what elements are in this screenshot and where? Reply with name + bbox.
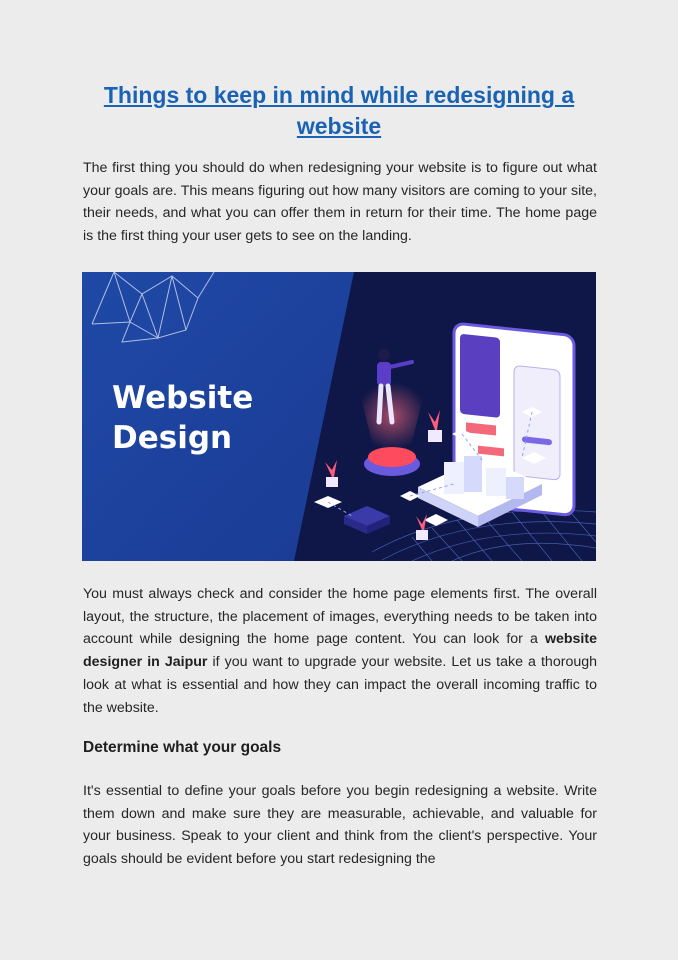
banner-line-1: Website	[112, 380, 254, 416]
banner-heading	[112, 378, 253, 458]
body-text-after-link: if you want to upgrade your website. Let us take a thorough look at what is essential and how they can impact the overall incoming traffic to the website.	[83, 654, 598, 716]
section-heading: Determine what your goals	[83, 739, 282, 756]
intro-paragraph: The first thing you should do when redesigning your website is to figure out what your goals are. This means figuring out how many visitors are coming to your site, their needs, and what you can offer them in return for their time. The home page is the first thing your user gets to see on the landing.	[83, 160, 597, 245]
website-design-banner	[82, 272, 596, 561]
body-paragraph	[83, 583, 597, 719]
body-text-before-link: You must always check and consider the home page elements first. The overall layout, the structure, the placement of images, everything needs to be taken into account while designing the home page content. You can look for a	[83, 586, 597, 648]
website-designer-link[interactable]: website designer in Jaipur	[83, 631, 597, 671]
page-title: Things to keep in mind while redesigning a website	[103, 82, 575, 139]
section-paragraph: It's essential to define your goals before you begin redesigning a website. Write them down and make sure they are measurable, achievable, and valuable for your business. Speak to your client and think from the client's perspective. Your goals should be evident before you start redesigning the	[83, 783, 597, 868]
banner-line-2: Design	[112, 420, 233, 456]
